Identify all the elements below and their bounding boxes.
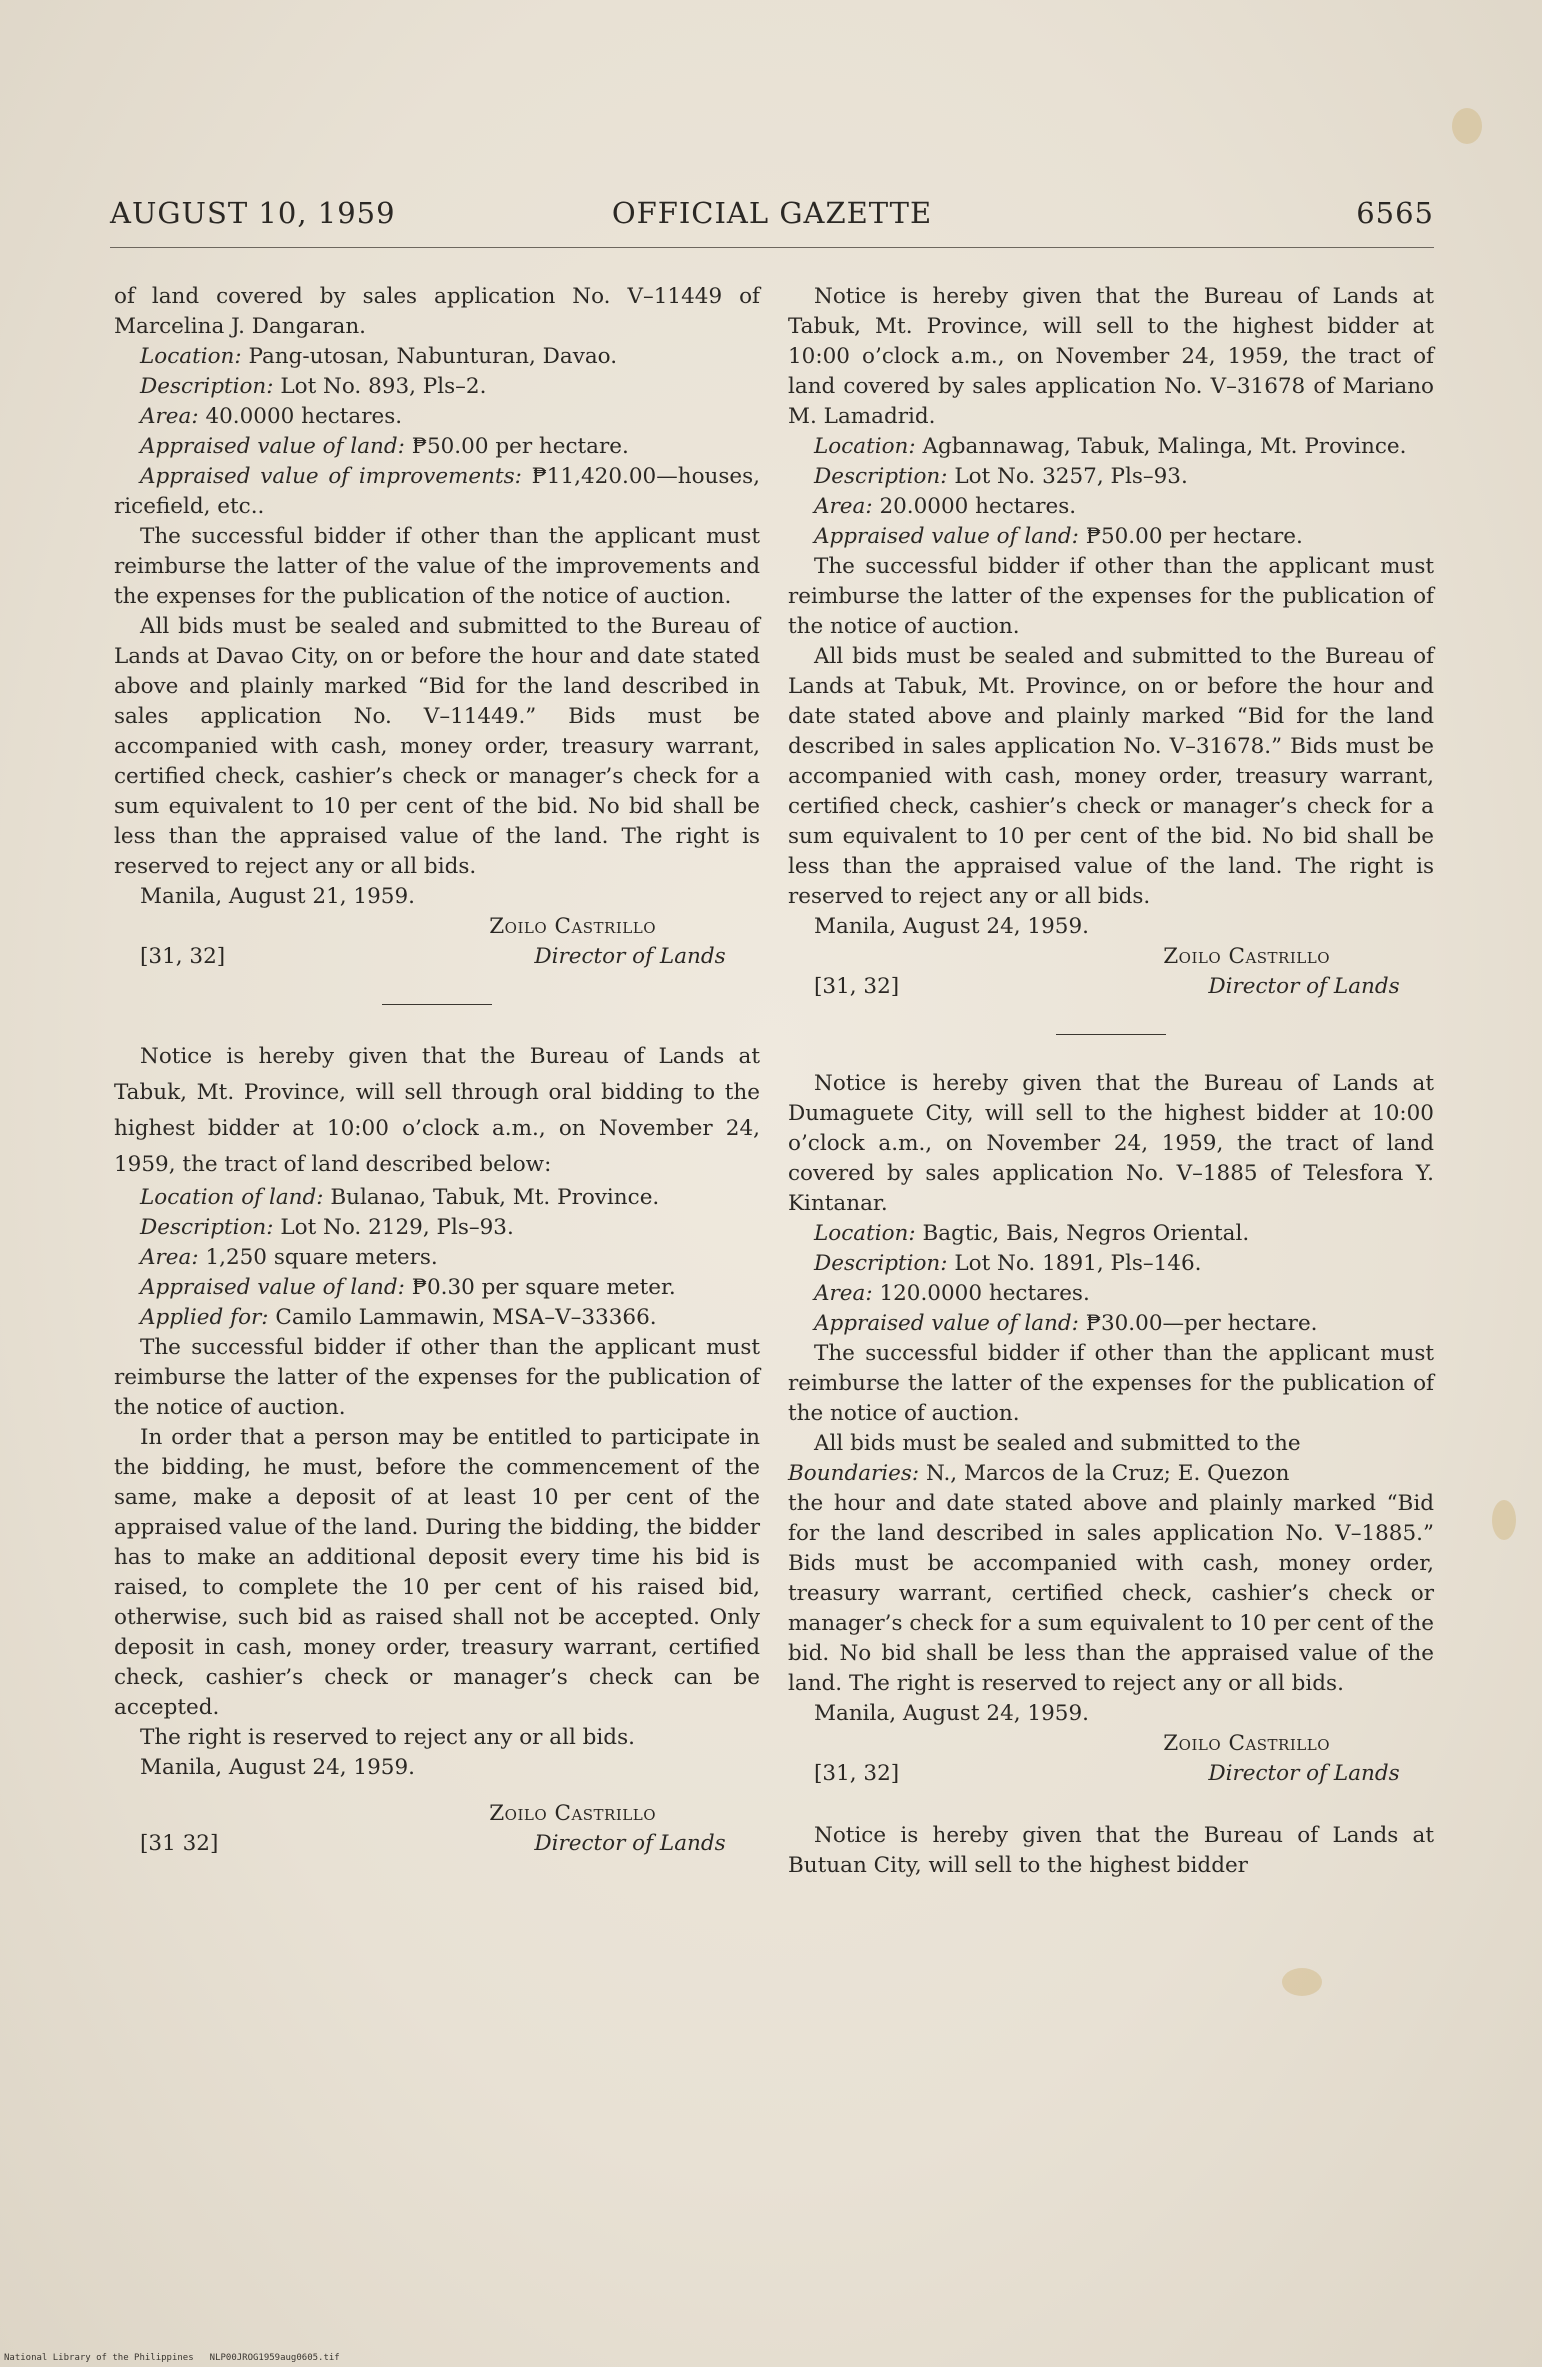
issue-reference: [31, 32]: [140, 944, 226, 969]
reimburse-paragraph: The successful bidder if other than the applicant must reimburse the latter of the expenses for the publication of the notice of auction.: [788, 554, 1434, 639]
spacer: [788, 1791, 1434, 1821]
notice-intro: Notice is hereby given that the Bureau of Lands at Butuan City, will sell to the highest bidder: [788, 1823, 1434, 1878]
reimburse-paragraph: The successful bidder if other than the applicant must reimburse the latter of the value of the improvements and the expenses for the publication of the notice of auction.: [114, 524, 760, 609]
header-date: AUGUST 10, 1959: [110, 196, 396, 230]
header-page-number: 6565: [1356, 196, 1434, 230]
notice-sales-v1885: [788, 1069, 1434, 1791]
notice-intro: of land covered by sales application No. V–11449 of Marcelina J. Dangaran.: [114, 284, 760, 339]
signatory-title: Director of Lands: [534, 944, 726, 969]
description-line: Description: Lot No. 3257, Pls–93.: [814, 464, 1188, 489]
location-line: Location of land: Bulanao, Tabuk, Mt. Province.: [140, 1185, 660, 1210]
issue-reference: [31, 32]: [814, 1761, 900, 1786]
notice-date: Manila, August 24, 1959.: [814, 914, 1089, 939]
area-line: Area: 40.0000 hectares.: [140, 404, 403, 429]
signatory-name: Zoilo Castrillo: [489, 914, 656, 939]
header-rule: [110, 247, 1434, 248]
appraised-land-line: Appraised value of land: ₱50.00 per hectare.: [140, 434, 629, 459]
deposit-paragraph: In order that a person may be entitled to participate in the bidding, he must, before the commencement of the same, make a deposit of at least 10 per cent of the appraised value of the land. During the bidding, the bidder has to make an additional deposit every time his bid is raised, to complete the 10 per cent of his raised bid, otherwise, such bid as raised shall not be accepted. Only deposit in cash, money order, treasury warrant, certified check, cashier’s check or manager’s check can be accepted.: [114, 1425, 760, 1720]
bids-paragraph: All bids must be sealed and submitted to the Bureau of Lands at Davao City, on or before the hour and date stated above and plainly marked “Bid for the land described in sales application No. V–11449.” Bids must be accompanied with cash, money order, treasury warrant, certified check, cashier’s check or manager’s check for a sum equivalent to 10 per cent of the bid. No bid shall be less than the appraised value of the land. The right is reserved to reject any or all bids.: [114, 614, 760, 879]
bids-paragraph-rest: the hour and date stated above and plainly marked “Bid for the land described in sales application No. V–1885.” Bids must be accompanied with cash, money order, treasury warrant, certified check, cashier’s check or manager’s check for a sum equivalent to 10 per cent of the bid. No bid shall be less than the appraised value of the land. The right is reserved to reject any or all bids.: [788, 1491, 1434, 1696]
page-header: [110, 196, 1434, 240]
paper-stain: [1452, 108, 1482, 144]
signatory-name: Zoilo Castrillo: [1163, 944, 1330, 969]
left-column: [114, 282, 760, 1861]
location-line: Location: Agbannawag, Tabuk, Malinga, Mt. Province.: [814, 434, 1407, 459]
location-line: Location: Pang-utosan, Nabunturan, Davao.: [140, 344, 618, 369]
right-reserved-line: The right is reserved to reject any or all bids.: [140, 1725, 635, 1750]
appraised-land-line: Appraised value of land: ₱30.00—per hectare.: [814, 1311, 1318, 1336]
signatory-name: Zoilo Castrillo: [1163, 1731, 1330, 1756]
reimburse-paragraph: The successful bidder if other than the applicant must reimburse the latter of the expenses for the publication of the notice of auction.: [788, 1341, 1434, 1426]
description-line: Description: Lot No. 1891, Pls–146.: [814, 1251, 1202, 1276]
notice-msa-v33366: [114, 1039, 760, 1861]
notice-intro: Notice is hereby given that the Bureau of Lands at Tabuk, Mt. Province, will sell to the highest bidder at 10:00 o’clock a.m., on November 24, 1959, the tract of land covered by sales application No. V–31678 of Mariano M. Lamadrid.: [788, 284, 1434, 429]
boundaries-line: Boundaries: N., Marcos de la Cruz; E. Quezon: [788, 1461, 1290, 1486]
reimburse-paragraph: The successful bidder if other than the applicant must reimburse the latter of the expenses for the publication of the notice of auction.: [114, 1335, 760, 1420]
notice-date: Manila, August 24, 1959.: [814, 1701, 1089, 1726]
appraised-land-line: Appraised value of land: ₱50.00 per hectare.: [814, 524, 1303, 549]
library-credit: National Library of the Philippines: [4, 2353, 194, 2363]
signature-row: [788, 1759, 1434, 1791]
issue-reference: [31, 32]: [814, 974, 900, 999]
description-line: Description: Lot No. 893, Pls–2.: [140, 374, 487, 399]
location-line: Location: Bagtic, Bais, Negros Oriental.: [814, 1221, 1250, 1246]
paper-stain: [1282, 1968, 1322, 1996]
header-title: OFFICIAL GAZETTE: [611, 196, 933, 230]
signatory-title: Director of Lands: [534, 1831, 726, 1856]
bids-paragraph-start: All bids must be sealed and submitted to the: [814, 1431, 1301, 1456]
area-line: Area: 120.0000 hectares.: [814, 1281, 1090, 1306]
signature-row: [788, 972, 1434, 1004]
paper-stain: [1492, 1500, 1516, 1540]
notice-separator: [1056, 1034, 1166, 1035]
area-line: Area: 1,250 square meters.: [140, 1245, 438, 1270]
scan-footer: [4, 2353, 340, 2363]
notice-butuan: [788, 1821, 1434, 1881]
bids-paragraph: All bids must be sealed and submitted to the Bureau of Lands at Tabuk, Mt. Province, on or before the hour and date stated above and plainly marked “Bid for the land described in sales application No. V–31678.” Bids must be accompanied with cash, money order, treasury warrant, certified check, cashier’s check or manager’s check for a sum equivalent to 10 per cent of the bid. No bid shall be less than the appraised value of the land. The right is reserved to reject any or all bids.: [788, 644, 1434, 909]
issue-reference: [31 32]: [140, 1831, 219, 1856]
signatory-title: Director of Lands: [1208, 974, 1400, 999]
description-line: Description: Lot No. 2129, Pls–93.: [140, 1215, 514, 1240]
signature-row: [114, 1829, 760, 1861]
scan-filename: NLP00JROG1959aug0605.tif: [209, 2353, 340, 2363]
notice-date: Manila, August 24, 1959.: [140, 1755, 415, 1780]
notice-intro: Notice is hereby given that the Bureau of Lands at Dumaguete City, will sell to the highest bidder at 10:00 o’clock a.m., on November 24, 1959, the tract of land covered by sales application No. V–1885 of Telesfora Y. Kintanar.: [788, 1071, 1434, 1216]
signatory-title: Director of Lands: [1208, 1761, 1400, 1786]
notice-intro: Notice is hereby given that the Bureau of Lands at Tabuk, Mt. Province, will sell through oral bidding to the highest bidder at 10:00 o’clock a.m., on November 24, 1959, the tract of land described below:: [114, 1044, 760, 1177]
area-line: Area: 20.0000 hectares.: [814, 494, 1077, 519]
notice-sales-v11449: [114, 282, 760, 974]
appraised-land-line: Appraised value of land: ₱0.30 per square meter.: [140, 1275, 676, 1300]
notice-separator: [382, 1004, 492, 1005]
notice-sales-v31678: [788, 282, 1434, 1004]
signature-row: [114, 942, 760, 974]
signatory-name: Zoilo Castrillo: [489, 1801, 656, 1826]
right-column: [788, 282, 1434, 1881]
applied-for-line: Applied for: Camilo Lammawin, MSA–V–33366.: [140, 1305, 657, 1330]
appraised-improvements-line: Appraised value of improvements: ₱11,420.00—houses, ricefield, etc..: [114, 464, 760, 519]
notice-date: Manila, August 21, 1959.: [140, 884, 415, 909]
